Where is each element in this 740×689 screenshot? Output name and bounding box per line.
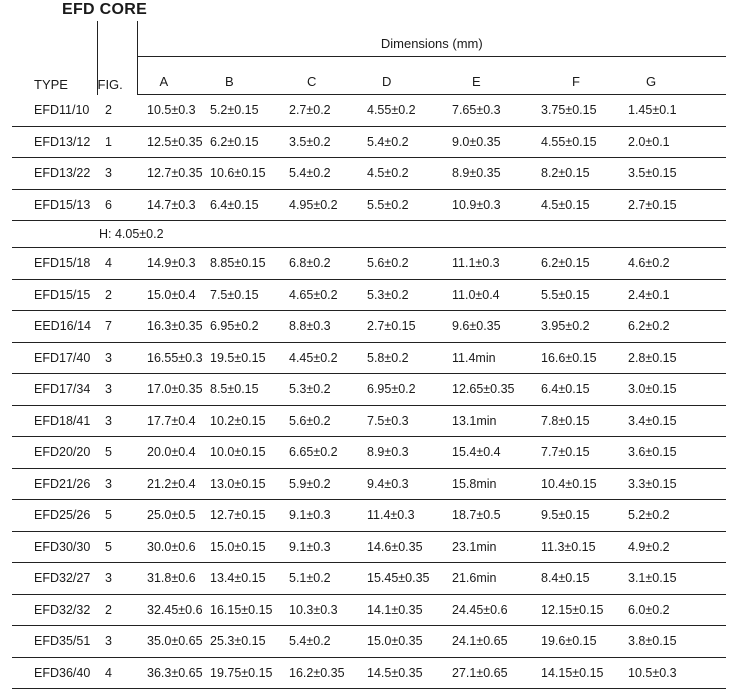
col-header-g: G — [624, 57, 726, 95]
value-cell-d: 15.0±0.35 — [359, 626, 442, 658]
value-cell-g: 3.8±0.15 — [624, 626, 726, 658]
value-cell-g: 6.2±0.2 — [624, 311, 726, 343]
value-cell-c: 4.95±0.2 — [283, 189, 359, 221]
type-cell: EFD17/34 — [12, 374, 97, 406]
table-row — [12, 468, 726, 500]
value-cell-e: 27.1±0.65 — [442, 657, 527, 689]
value-cell-g: 2.7±0.15 — [624, 189, 726, 221]
value-cell-a: 10.5±0.3 — [137, 95, 207, 127]
value-cell-a: 17.0±0.35 — [137, 374, 207, 406]
dimensions-table — [12, 21, 726, 689]
value-cell-b: 10.6±0.15 — [207, 158, 283, 190]
value-cell-f: 8.4±0.15 — [527, 563, 624, 595]
value-cell-g: 10.5±0.3 — [624, 657, 726, 689]
fig-cell: 5 — [97, 500, 137, 532]
value-cell-f: 7.7±0.15 — [527, 437, 624, 469]
value-cell-b: 13.0±0.15 — [207, 468, 283, 500]
value-cell-e: 18.7±0.5 — [442, 500, 527, 532]
fig-cell: 3 — [97, 626, 137, 658]
value-cell-f: 4.5±0.15 — [527, 189, 624, 221]
value-cell-g: 3.6±0.15 — [624, 437, 726, 469]
value-cell-g: 4.6±0.2 — [624, 248, 726, 280]
value-cell-b: 10.2±0.15 — [207, 405, 283, 437]
value-cell-g: 3.4±0.15 — [624, 405, 726, 437]
value-cell-d: 8.9±0.3 — [359, 437, 442, 469]
value-cell-g: 3.0±0.15 — [624, 374, 726, 406]
value-cell-b: 16.15±0.15 — [207, 594, 283, 626]
value-cell-a: 16.3±0.35 — [137, 311, 207, 343]
value-cell-b: 8.85±0.15 — [207, 248, 283, 280]
value-cell-g: 6.0±0.2 — [624, 594, 726, 626]
value-cell-d: 7.5±0.3 — [359, 405, 442, 437]
fig-cell: 3 — [97, 563, 137, 595]
h-dimension-note: H: 4.05±0.2 — [97, 221, 283, 248]
value-cell-e: 9.6±0.35 — [442, 311, 527, 343]
value-cell-f: 3.95±0.2 — [527, 311, 624, 343]
value-cell-f: 3.75±0.15 — [527, 95, 624, 127]
value-cell-a: 30.0±0.6 — [137, 531, 207, 563]
value-cell-c: 9.1±0.3 — [283, 531, 359, 563]
value-cell-c: 5.1±0.2 — [283, 563, 359, 595]
value-cell-f: 12.15±0.15 — [527, 594, 624, 626]
page-title: EFD CORE — [62, 1, 148, 18]
value-cell-a: 20.0±0.4 — [137, 437, 207, 469]
value-cell-b: 6.2±0.15 — [207, 126, 283, 158]
value-cell-a: 15.0±0.4 — [137, 279, 207, 311]
value-cell-c: 16.2±0.35 — [283, 657, 359, 689]
fig-cell: 3 — [97, 405, 137, 437]
type-cell: EFD15/18 — [12, 248, 97, 280]
value-cell-f: 14.15±0.15 — [527, 657, 624, 689]
value-cell-a: 14.9±0.3 — [137, 248, 207, 280]
value-cell-d: 5.5±0.2 — [359, 189, 442, 221]
value-cell-e: 13.1min — [442, 405, 527, 437]
value-cell-g: 3.3±0.15 — [624, 468, 726, 500]
value-cell-b: 6.95±0.2 — [207, 311, 283, 343]
value-cell-f: 8.2±0.15 — [527, 158, 624, 190]
value-cell-d: 5.4±0.2 — [359, 126, 442, 158]
type-cell: EFD32/27 — [12, 563, 97, 595]
value-cell-b: 13.4±0.15 — [207, 563, 283, 595]
value-cell-a: 17.7±0.4 — [137, 405, 207, 437]
table-row — [12, 405, 726, 437]
col-header-a: A — [137, 57, 207, 95]
value-cell-g: 1.45±0.1 — [624, 95, 726, 127]
col-header-b: B — [207, 57, 283, 95]
value-cell-a: 16.55±0.3 — [137, 342, 207, 374]
value-cell-a: 14.7±0.3 — [137, 189, 207, 221]
value-cell-b: 25.3±0.15 — [207, 626, 283, 658]
table-row — [12, 500, 726, 532]
table-row — [12, 311, 726, 343]
value-cell-a: 12.5±0.35 — [137, 126, 207, 158]
value-cell-e: 21.6min — [442, 563, 527, 595]
value-cell-f: 11.3±0.15 — [527, 531, 624, 563]
fig-cell: 3 — [97, 158, 137, 190]
table-row — [12, 126, 726, 158]
value-cell-a: 35.0±0.65 — [137, 626, 207, 658]
col-header-f: F — [527, 57, 624, 95]
value-cell-a: 31.8±0.6 — [137, 563, 207, 595]
fig-cell: 2 — [97, 594, 137, 626]
type-header: TYPE — [34, 76, 68, 92]
value-cell-e: 11.0±0.4 — [442, 279, 527, 311]
value-cell-g: 2.8±0.15 — [624, 342, 726, 374]
fig-cell: 6 — [97, 189, 137, 221]
fig-cell: 4 — [97, 657, 137, 689]
fig-cell: 1 — [97, 126, 137, 158]
value-cell-d: 9.4±0.3 — [359, 468, 442, 500]
value-cell-d: 5.8±0.2 — [359, 342, 442, 374]
value-cell-d: 4.5±0.2 — [359, 158, 442, 190]
value-cell-b: 5.2±0.15 — [207, 95, 283, 127]
value-cell-d: 4.55±0.2 — [359, 95, 442, 127]
value-cell-b: 6.4±0.15 — [207, 189, 283, 221]
value-cell-e: 11.4min — [442, 342, 527, 374]
value-cell-g: 5.2±0.2 — [624, 500, 726, 532]
value-cell-f: 6.2±0.15 — [527, 248, 624, 280]
value-cell-e: 8.9±0.35 — [442, 158, 527, 190]
value-cell-a: 36.3±0.65 — [137, 657, 207, 689]
value-cell-b: 7.5±0.15 — [207, 279, 283, 311]
value-cell-d: 14.5±0.35 — [359, 657, 442, 689]
value-cell-d: 11.4±0.3 — [359, 500, 442, 532]
type-cell: EFD15/13 — [12, 189, 97, 221]
value-cell-e: 24.45±0.6 — [442, 594, 527, 626]
type-cell: EFD25/26 — [12, 500, 97, 532]
value-cell-c: 3.5±0.2 — [283, 126, 359, 158]
value-cell-c: 5.4±0.2 — [283, 158, 359, 190]
fig-cell: 5 — [97, 531, 137, 563]
value-cell-c: 10.3±0.3 — [283, 594, 359, 626]
value-cell-a: 21.2±0.4 — [137, 468, 207, 500]
type-cell: EFD32/32 — [12, 594, 97, 626]
type-cell: EFD13/22 — [12, 158, 97, 190]
value-cell-f: 6.4±0.15 — [527, 374, 624, 406]
fig-cell: 2 — [97, 279, 137, 311]
value-cell-b: 19.75±0.15 — [207, 657, 283, 689]
table-row — [12, 563, 726, 595]
value-cell-a: 32.45±0.6 — [137, 594, 207, 626]
value-cell-c: 5.4±0.2 — [283, 626, 359, 658]
h-note-spacer — [12, 221, 97, 248]
value-cell-d: 14.1±0.35 — [359, 594, 442, 626]
value-cell-a: 25.0±0.5 — [137, 500, 207, 532]
table-row — [12, 657, 726, 689]
h-note-spacer-right — [283, 221, 726, 248]
table-row — [12, 95, 726, 127]
value-cell-f: 4.55±0.15 — [527, 126, 624, 158]
col-header-e: E — [442, 57, 527, 95]
value-cell-c: 6.65±0.2 — [283, 437, 359, 469]
col-header-c: C — [283, 57, 359, 95]
fig-cell: 3 — [97, 342, 137, 374]
value-cell-f: 9.5±0.15 — [527, 500, 624, 532]
value-cell-b: 12.7±0.15 — [207, 500, 283, 532]
value-cell-f: 5.5±0.15 — [527, 279, 624, 311]
value-cell-c: 4.65±0.2 — [283, 279, 359, 311]
value-cell-e: 11.1±0.3 — [442, 248, 527, 280]
value-cell-d: 2.7±0.15 — [359, 311, 442, 343]
fig-cell: 7 — [97, 311, 137, 343]
value-cell-e: 10.9±0.3 — [442, 189, 527, 221]
value-cell-c: 5.3±0.2 — [283, 374, 359, 406]
value-cell-f: 19.6±0.15 — [527, 626, 624, 658]
value-cell-b: 15.0±0.15 — [207, 531, 283, 563]
table-row — [12, 158, 726, 190]
table-row — [12, 342, 726, 374]
value-cell-c: 5.9±0.2 — [283, 468, 359, 500]
value-cell-e: 23.1min — [442, 531, 527, 563]
table-row — [12, 626, 726, 658]
type-cell: EFD30/30 — [12, 531, 97, 563]
table-row — [12, 248, 726, 280]
value-cell-b: 8.5±0.15 — [207, 374, 283, 406]
value-cell-d: 6.95±0.2 — [359, 374, 442, 406]
value-cell-c: 2.7±0.2 — [283, 95, 359, 127]
value-cell-d: 5.6±0.2 — [359, 248, 442, 280]
table-row — [12, 437, 726, 469]
type-cell: EFD35/51 — [12, 626, 97, 658]
value-cell-e: 24.1±0.65 — [442, 626, 527, 658]
type-cell: EFD15/15 — [12, 279, 97, 311]
value-cell-f: 10.4±0.15 — [527, 468, 624, 500]
value-cell-d: 5.3±0.2 — [359, 279, 442, 311]
dimensions-header: Dimensions (mm) — [137, 21, 726, 57]
value-cell-e: 12.65±0.35 — [442, 374, 527, 406]
value-cell-f: 7.8±0.15 — [527, 405, 624, 437]
type-cell: EED16/14 — [12, 311, 97, 343]
value-cell-c: 8.8±0.3 — [283, 311, 359, 343]
table-row — [12, 594, 726, 626]
type-cell: EFD17/40 — [12, 342, 97, 374]
value-cell-g: 3.1±0.15 — [624, 563, 726, 595]
fig-cell: 3 — [97, 468, 137, 500]
value-cell-e: 15.8min — [442, 468, 527, 500]
header-row-1 — [12, 21, 726, 57]
value-cell-e: 15.4±0.4 — [442, 437, 527, 469]
table-row — [12, 531, 726, 563]
value-cell-a: 12.7±0.35 — [137, 158, 207, 190]
type-cell: EFD21/26 — [12, 468, 97, 500]
value-cell-g: 3.5±0.15 — [624, 158, 726, 190]
value-cell-d: 14.6±0.35 — [359, 531, 442, 563]
type-cell: EFD20/20 — [12, 437, 97, 469]
value-cell-d: 15.45±0.35 — [359, 563, 442, 595]
fig-cell: 5 — [97, 437, 137, 469]
h-note-row — [12, 221, 726, 248]
type-cell: EFD36/40 — [12, 657, 97, 689]
value-cell-c: 5.6±0.2 — [283, 405, 359, 437]
value-cell-f: 16.6±0.15 — [527, 342, 624, 374]
fig-cell: 2 — [97, 95, 137, 127]
type-cell: EFD13/12 — [12, 126, 97, 158]
value-cell-c: 6.8±0.2 — [283, 248, 359, 280]
table-row — [12, 279, 726, 311]
value-cell-b: 10.0±0.15 — [207, 437, 283, 469]
value-cell-b: 19.5±0.15 — [207, 342, 283, 374]
value-cell-e: 7.65±0.3 — [442, 95, 527, 127]
value-cell-c: 4.45±0.2 — [283, 342, 359, 374]
fig-cell: 3 — [97, 374, 137, 406]
type-cell: EFD11/10 — [12, 95, 97, 127]
value-cell-g: 2.0±0.1 — [624, 126, 726, 158]
col-header-d: D — [359, 57, 442, 95]
value-cell-c: 9.1±0.3 — [283, 500, 359, 532]
fig-header: FIG. — [97, 21, 137, 95]
table-row — [12, 374, 726, 406]
value-cell-g: 2.4±0.1 — [624, 279, 726, 311]
value-cell-g: 4.9±0.2 — [624, 531, 726, 563]
table-row — [12, 189, 726, 221]
fig-cell: 4 — [97, 248, 137, 280]
type-cell: EFD18/41 — [12, 405, 97, 437]
value-cell-e: 9.0±0.35 — [442, 126, 527, 158]
